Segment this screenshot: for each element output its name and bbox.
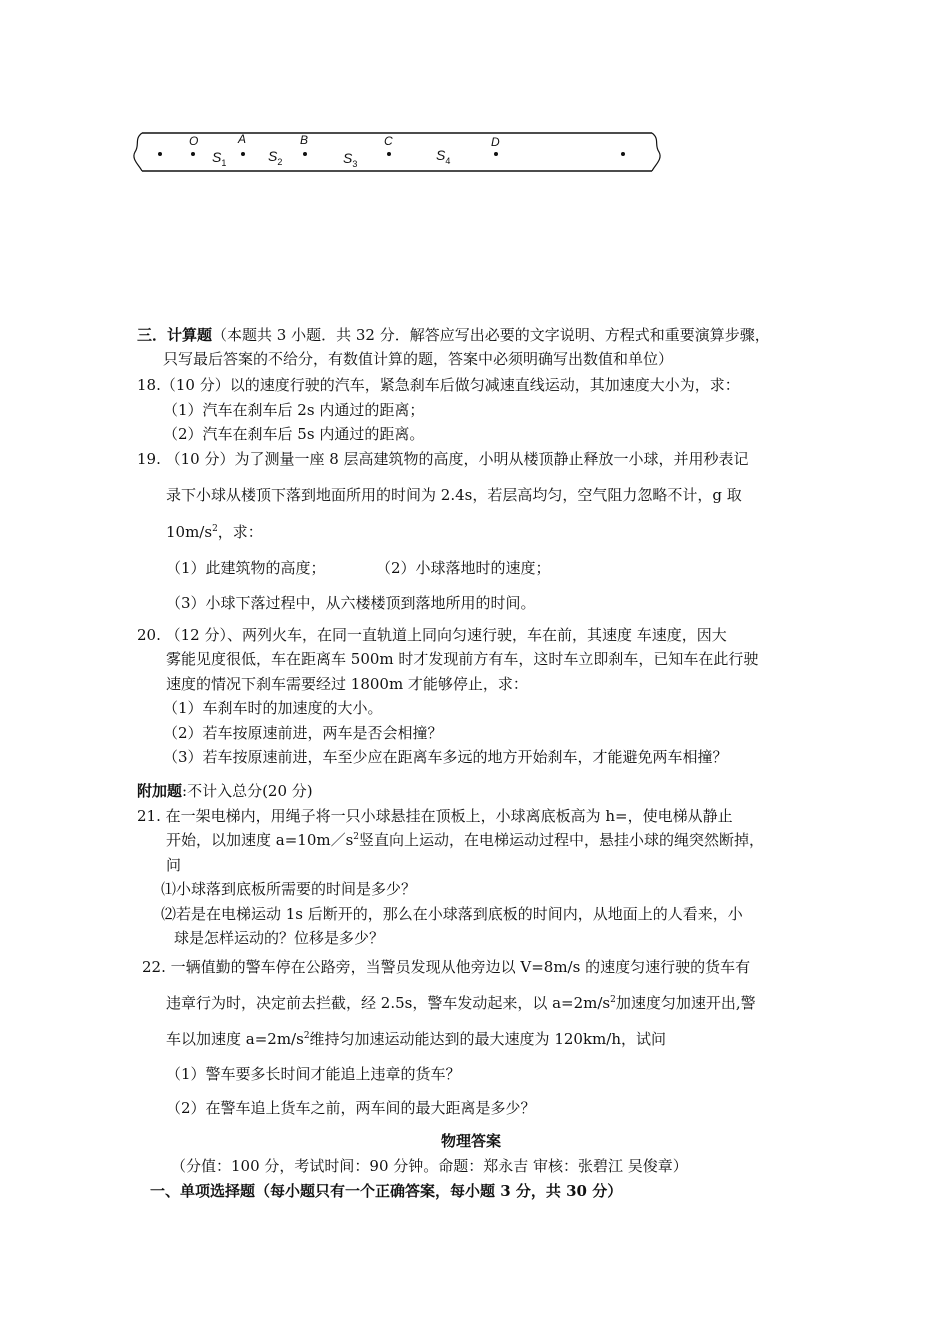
tape-dot-b <box>303 152 307 156</box>
q19-part1: （1）此建筑物的高度； <box>166 559 326 577</box>
extra-note: :不计入总分(20 分) <box>182 782 313 800</box>
q21-stem-1: 21. 在一架电梯内，用绳子将一只小球悬挂在顶板上，小球离底板高为 h=，使电梯从静止 <box>137 807 733 825</box>
q18-part1: （1）汽车在刹车后 2s 内通过的距离； <box>163 401 425 419</box>
q22-part2: （2）在警车追上货车之前，两车间的最大距离是多少？ <box>166 1099 536 1117</box>
q18-stem: 18.（10 分）以的速度行驶的汽车，紧急刹车后做匀减速直线运动，其加速度大小为，求： <box>137 376 740 394</box>
section3-intro: （本题共 3 小题．共 32 分．解答应写出必要的文字说明、方程式和重要演算步骤， <box>212 326 770 344</box>
q21-stem-3: 问 <box>166 856 182 874</box>
extra-heading-line <box>137 780 313 801</box>
segment-label-s2: $S_2$ <box>268 148 283 167</box>
q21-part1: ⑴小球落到底板所需要的时间是多少？ <box>161 880 417 898</box>
q18-part2: （2）汽车在刹车后 5s 内通过的距离。 <box>163 425 425 443</box>
q20-part2: （2）若车按原速前进，两车是否会相撞？ <box>163 724 443 742</box>
tape-dot-d <box>494 152 498 156</box>
segment-label-s1: $S_1$ <box>212 149 227 168</box>
segment-label-s4: $S_4$ <box>436 147 451 166</box>
q20-stem-3: 速度的情况下刹车需要经过 1800m 才能够停止，求： <box>166 675 528 693</box>
q20-stem-1: 20. （12 分）、两列火车，在同一直轨道上同向匀速行驶，车在前，其速度 车速度，因大 <box>137 626 727 644</box>
section3-heading: 三．计算题 <box>137 326 213 344</box>
tape-dot-o <box>191 152 195 156</box>
answers-info: （分值：100 分，考试时间：90 分钟。命题：郑永吉 审核：张碧江 吴俊章） <box>171 1157 688 1175</box>
section3-heading-line <box>137 324 770 345</box>
point-label-o: O <box>189 134 199 148</box>
point-label-c: C <box>384 134 393 148</box>
tape-dot <box>621 152 625 156</box>
answers-title: 物理答案 <box>441 1132 502 1150</box>
tape-dot-a <box>241 152 245 156</box>
ticker-tape-figure <box>130 125 665 177</box>
q20-part3: （3）若车按原速前进，车至少应在距离车多远的地方开始刹车，才能避免两车相撞？ <box>163 748 728 766</box>
q21-part2-1: ⑵若是在电梯运动 1s 后断开的，那么在小球落到底板的时间内，从地面上的人看来，小 <box>161 905 743 923</box>
extra-heading: 附加题 <box>137 782 183 800</box>
q21-stem-2: 开始，以加速度 $a=10m/s^2$竖直向上运动，在电梯运动过程中，悬挂小球的绳突然断掉， <box>166 831 765 849</box>
q19-stem-2: 录下小球从楼顶下落到地面所用的时间为 2.4s，若层高均匀，空气阻力忽略不计，g 取 <box>166 486 742 504</box>
q22-part1: （1）警车要多长时间才能追上违章的货车？ <box>166 1065 461 1083</box>
q22-stem-2: 违章行为时，决定前去拦截，经 2.5s，警车发动起来，以 $a=2m/s^2$加速度匀加速开出,警 <box>166 994 756 1012</box>
q22-stem-3: 车以加速度 $a=2m/s^2$维持匀加速运动能达到的最大速度为 120km/h，试问 <box>166 1030 666 1048</box>
point-label-a: A <box>238 132 247 146</box>
q19-part3: （3）小球下落过程中，从六楼楼顶到落地所用的时间。 <box>166 594 536 612</box>
ticker-tape-outline <box>130 125 665 177</box>
q19-stem-1: 19. （10 分）为了测量一座 8 层高建筑物的高度，小明从楼顶静止释放一小球，并用秒表记 <box>137 450 749 468</box>
section3-intro-2: 只写最后答案的不给分，有数值计算的题，答案中必须明确写出数值和单位） <box>163 350 674 368</box>
point-label-d: D <box>491 135 500 149</box>
q21-part2-2: 球是怎样运动的？位移是多少？ <box>174 929 385 947</box>
segment-label-s3: $S_3$ <box>343 150 358 169</box>
q22-stem-1: 22. 一辆值勤的警车停在公路旁，当警员发现从他旁边以 V=8m/s 的速度匀速行驶的货车有 <box>142 958 751 976</box>
answers-section1-heading: 一、单项选择题（每小题只有一个正确答案，每小题 3 分，共 30 分） <box>150 1182 623 1200</box>
q19-part2: （2）小球落地时的速度； <box>376 559 551 577</box>
tape-dot <box>158 152 162 156</box>
q20-stem-2: 雾能见度很低，车在距离车 500m 时才发现前方有车，这时车立即刹车，已知车在此行驶 <box>166 650 759 668</box>
q19-stem-3: $10m/s^2$，求： <box>166 523 263 541</box>
point-label-b: B <box>300 133 309 147</box>
q20-part1: （1）车刹车时的加速度的大小。 <box>163 699 383 717</box>
tape-dot-c <box>387 152 391 156</box>
